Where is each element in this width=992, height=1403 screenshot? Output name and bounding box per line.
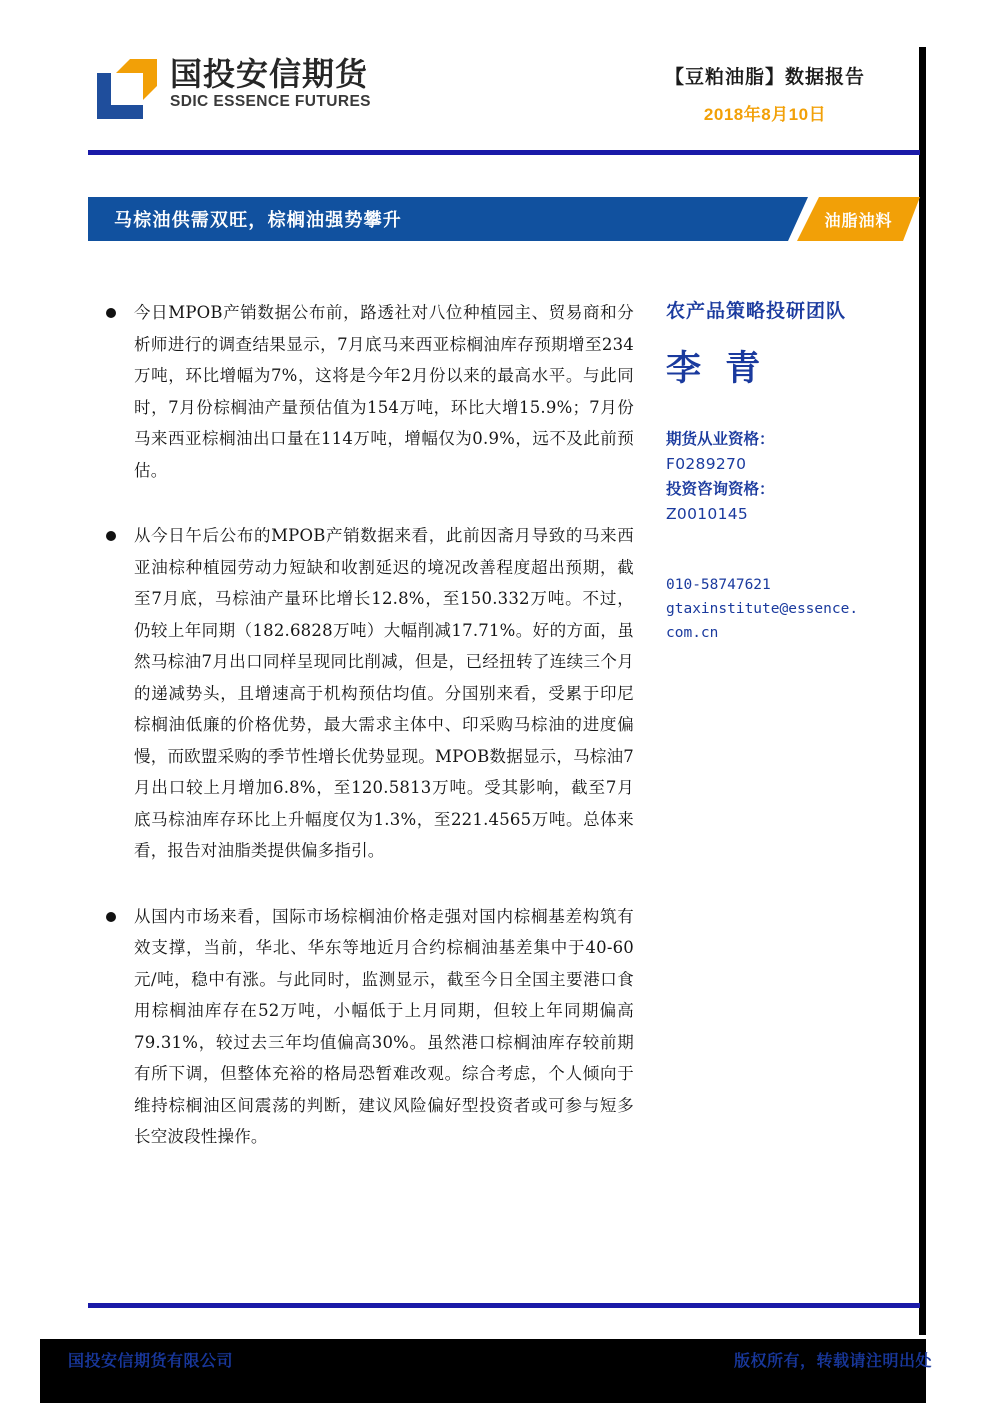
paragraph-text: 从今日午后公布的MPOB产销数据来看，此前因斋月导致的马来西亚油棕种植园劳动力短缺和收割延迟的境况改善程度超出预期，截至7月底，马棕油产量环比增长12.8%，至150.332万吨。不过，仍较上年同期（182.6828万吨）大幅削减17.71%。好的方面，虽然马棕油7月出口同样呈现同比削减，但是，已经扭转了连续三个月的递减势头，且增速高于机构预估均值。分国别来看，受累于印尼棕榈油低廉的价格优势，最大需求主体中、印采购马棕油的进度偏慢，而欧盟采购的季节性增长优势显现。MPOB数据显示，马棕油7月出口较上月增加6.8%，至120.5813万吨。受其影响，截至7月底马棕油库存环比上升幅度仅为1.3%，至221.4565万吨。总体来看，报告对油脂类提供偏多指引。 — [134, 526, 634, 860]
consulting-license-label: 投资咨询资格： — [666, 480, 775, 498]
futures-license-value: F0289270 — [666, 455, 747, 473]
article-paragraph — [104, 520, 634, 867]
research-team-name: 农产品策略投研团队 — [666, 300, 847, 322]
bullet-icon — [106, 912, 116, 922]
logo-blue-shape — [97, 73, 143, 119]
article-body — [104, 297, 634, 1153]
paragraph-text: 今日MPOB产销数据公布前，路透社对八位种植园主、贸易商和分析师进行的调查结果显示，7月底马来西亚棕榈油库存预期增至234万吨，环比增幅为7%，这将是今年2月份以来的最高水平。与此同时，7月份棕榈油产量预估值为154万吨，环比大增15.9%；7月份马来西亚棕榈油出口量在114万吨，增幅仅为0.9%，远不及此前预估。 — [134, 303, 634, 480]
article-paragraph — [104, 297, 634, 486]
footer-company-name: 国投安信期货有限公司 — [68, 1351, 234, 1370]
analyst-credentials — [666, 427, 916, 527]
category-tag-label: 油脂油料 — [824, 210, 893, 230]
contact-phone: 010-58747621 — [666, 577, 771, 593]
report-date: 2018年8月10日 — [703, 105, 827, 124]
analyst-info-column — [666, 296, 916, 645]
headline-text: 马棕油供需双旺，棕榈油强势攀升 — [114, 210, 402, 231]
contact-email-line-2: com.cn — [666, 625, 719, 641]
header-divider — [88, 150, 920, 155]
company-name-en: SDIC ESSENCE FUTURES — [170, 93, 371, 110]
header-report-info — [620, 62, 910, 125]
footer-copyright: 版权所有，转载请注明出处 — [733, 1351, 932, 1370]
logo-wordmark — [170, 55, 371, 110]
report-title: 【豆粕油脂】数据报告 — [664, 66, 865, 88]
page-header — [0, 0, 992, 160]
analyst-name: 李 青 — [666, 348, 767, 389]
logo-orange-shape — [116, 59, 157, 100]
footer-divider — [88, 1303, 920, 1308]
contact-email-line-1: gtaxinstitute@essence. — [666, 601, 859, 617]
page-edge-artifact — [919, 47, 926, 1335]
futures-license-label: 期货从业资格： — [666, 430, 775, 448]
paragraph-text: 从国内市场来看，国际市场棕榈油价格走强对国内棕榈基差构筑有效支撑，当前，华北、华东等地近月合约棕榈油基差集中于40-60元/吨，稳中有涨。与此同时，监测显示，截至今日全国主要港口食用棕榈油库存在52万吨，小幅低于上月同期，但较上年同期偏高79.31%，较过去三年均值偏高30%。虽然港口棕榈油库存较前期有所下调，但整体充裕的格局恐暂难改观。综合考虑，个人倾向于维持棕榈油区间震荡的判断，建议风险偏好型投资者或可参与短多长空波段性操作。 — [134, 906, 634, 1146]
headline-bar — [88, 197, 920, 241]
company-name-cn: 国投安信期货 — [170, 55, 369, 93]
sdic-cube-logo-icon — [96, 58, 158, 120]
analyst-contact — [666, 573, 916, 645]
article-paragraph — [104, 901, 634, 1153]
bullet-icon — [106, 308, 116, 318]
bullet-icon — [106, 531, 116, 541]
consulting-license-value: Z0010145 — [666, 505, 749, 523]
company-logo — [96, 55, 371, 120]
